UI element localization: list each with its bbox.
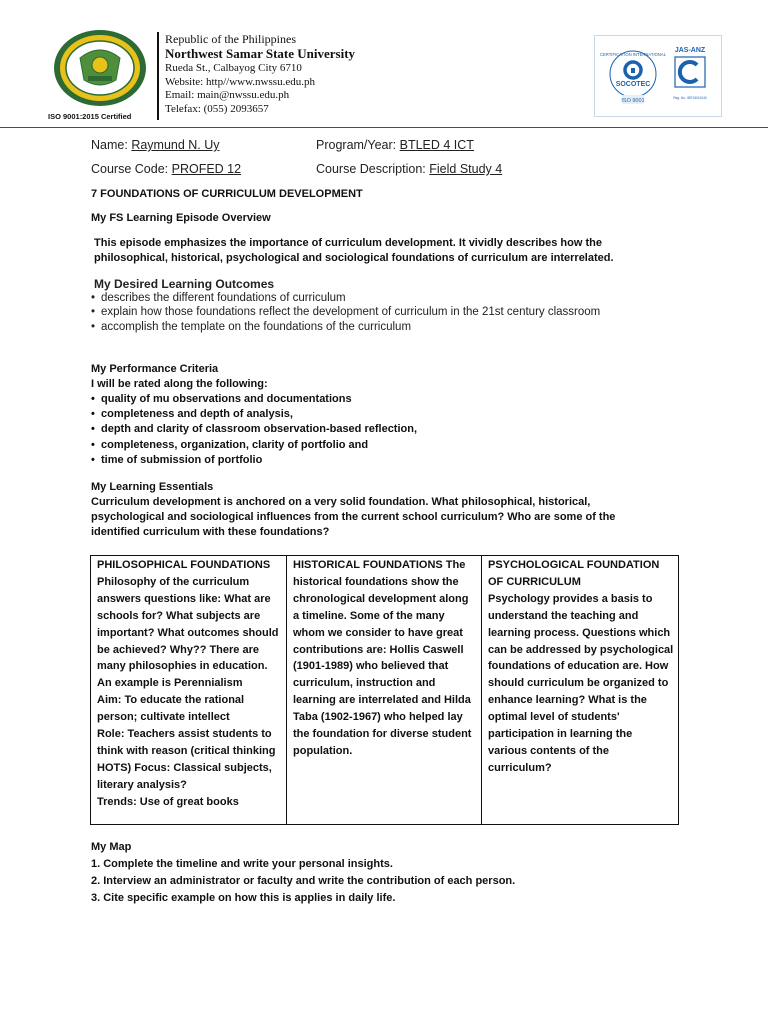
name-row — [91, 138, 220, 152]
criteria-item: • completeness and depth of analysis, — [91, 407, 417, 422]
map-item: 3. Cite specific example on how this is applies in daily life. — [91, 892, 396, 904]
criteria-intro: I will be rated along the following: — [91, 378, 268, 390]
map-heading: My Map — [91, 841, 132, 853]
philosophical-heading: PHILOSOPHICAL FOUNDATIONS — [97, 559, 271, 571]
socotec-arc-text: CERTIFICATION INTERNATIONAL — [599, 52, 667, 57]
header-rule — [0, 127, 768, 128]
map-item: 1. Complete the timeline and write your personal insights. — [91, 858, 393, 870]
course-desc-value: Field Study 4 — [429, 162, 503, 176]
republic-line: Republic of the Philippines — [165, 32, 296, 46]
outcome-item: • accomplish the template on the foundations of the curriculum — [91, 320, 651, 334]
criteria-heading: My Performance Criteria — [91, 363, 219, 375]
outcome-item: • explain how those foundations reflect the development of curriculum in the 21st century classroom — [91, 305, 651, 319]
course-code-row — [91, 162, 241, 176]
foundations-table — [90, 555, 679, 825]
criteria-item: • completeness, organization, clarity of portfolio and — [91, 438, 417, 453]
course-code-value: PROFED 12 — [171, 162, 242, 176]
course-desc-row — [316, 162, 502, 176]
historical-heading: HISTORICAL FOUNDATIONS — [293, 559, 443, 571]
website-line: Website: http//www.nwssu.edu.ph — [165, 75, 315, 88]
psychological-cell — [482, 556, 678, 824]
document-title: 7 FOUNDATIONS OF CURRICULUM DEVELOPMENT — [91, 188, 363, 200]
university-info — [165, 32, 355, 116]
criteria-item: • quality of mu observations and documentations — [91, 392, 417, 407]
telefax-line: Telefax: (055) 2093657 — [165, 102, 269, 115]
outcome-item: • describes the different foundations of curriculum — [91, 291, 651, 305]
university-name: Northwest Samar State University — [165, 46, 356, 61]
map-list — [91, 856, 515, 907]
jasanz-text: JAS-ANZ — [674, 47, 706, 54]
map-item: 2. Interview an administrator or faculty and write the contribution of each person. — [91, 875, 516, 887]
university-seal — [50, 28, 150, 108]
psychological-body: Psychology provides a basis to understand the teaching and learning process. Questions which can be addressed by psychological foundations of education are. How should curriculum be organized to enhance learning? What is the optimal level of students' participation in learning the various contents of the curriculum? — [488, 592, 674, 774]
name-label: Name: — [91, 138, 128, 152]
philosophical-body: Philosophy of the curriculum answers questions like: What are schools for? What subjects are important? What outcomes should be achieved? Why?? There are many philosophies in education. An example is Perennialism — [97, 575, 279, 690]
overview-heading: My FS Learning Episode Overview — [91, 212, 271, 224]
name-value: Raymund N. Uy — [131, 138, 220, 152]
criteria-list — [91, 392, 417, 468]
overview-text: This episode emphasizes the importance of curriculum development. It vividly describes how the philosophical, historical, psychological and sociological foundations of curriculum are interrelated. — [94, 237, 614, 265]
philosophical-role: Role: Teachers assist students to think with reason (critical thinking HOTS) Focus: Classical subjects, literary analysis? — [97, 728, 276, 791]
philosophical-aim: Aim: To educate the rational person; cultivate intellect — [97, 694, 245, 724]
essentials-heading: My Learning Essentials — [91, 481, 214, 493]
program-value: BTLED 4 ICT — [399, 138, 474, 152]
certification-logos — [594, 35, 722, 117]
philosophical-trends: Trends: Use of great books — [97, 795, 239, 808]
email-line: Email: main@nwssu.edu.ph — [165, 89, 290, 101]
course-code-label: Course Code: — [91, 162, 169, 176]
psychological-heading: PSYCHOLOGICAL FOUNDATION OF CURRICULUM — [488, 559, 660, 588]
outcomes-heading: My Desired Learning Outcomes — [94, 277, 275, 291]
course-desc-label: Course Description: — [316, 162, 426, 176]
iso-certified-label: ISO 9001:2015 Certified — [48, 112, 132, 121]
essentials-text: Curriculum development is anchored on a very solid foundation. What philosophical, historical, psychological and sociological influences from the current school curriculum? Who are some of the identified curriculum with these foundations? — [91, 496, 616, 539]
criteria-item: • time of submission of portfolio — [91, 453, 417, 468]
outcomes-list — [91, 291, 651, 334]
iso-9001-text: ISO 9001 — [621, 98, 645, 104]
program-row — [316, 138, 474, 152]
socotec-text: SOCOTEC — [615, 81, 651, 88]
historical-body: The historical foundations show the chronological development along a timeline. Some of the many whom we consider to have great contributions are: Hollis Caswell (1901-1989) who believed that curriculum, instruction and learning are interrelated and Hilda Taba (1902-1967) who helped lay the foundation for diverse student population. — [293, 559, 472, 757]
criteria-item: • depth and clarity of classroom observation-based reflection, — [91, 422, 417, 437]
jasanz-regno: Reg. No. 4BT16011040 — [673, 96, 707, 100]
address-line: Rueda St., Calbayog City 6710 — [165, 62, 302, 74]
philosophical-cell — [91, 556, 287, 824]
header-divider — [157, 32, 159, 120]
historical-cell — [287, 556, 482, 824]
letterhead — [0, 0, 768, 128]
program-label: Program/Year: — [316, 138, 397, 152]
